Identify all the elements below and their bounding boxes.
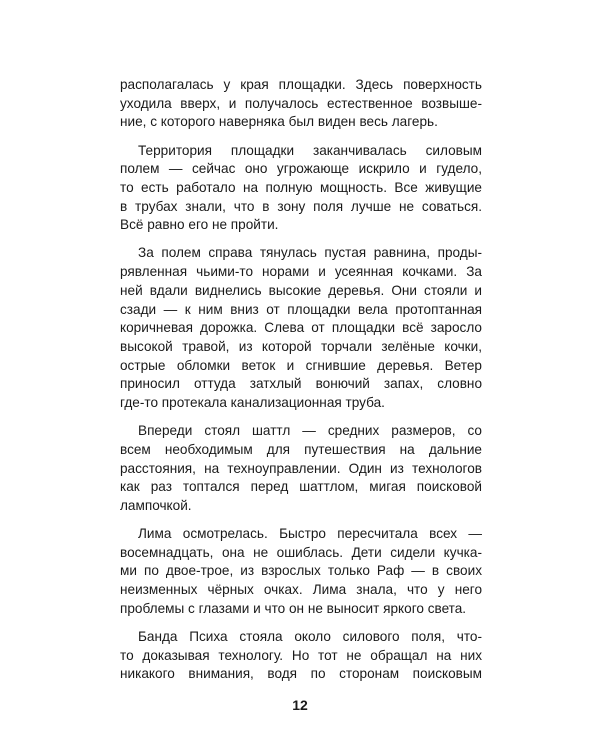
text-line: располагалась у края площадки. Здесь поверхность (120, 77, 482, 92)
paragraph (120, 628, 482, 684)
text-line: Территория площадки заканчивалась силовым (138, 142, 482, 158)
text-line: Впереди стоял шаттл — средних размеров, со (138, 423, 482, 439)
text-line: расстояния, на техноуправлении. Один из технологов (120, 460, 482, 476)
text-line: ние, с которого наверняка был виден весь лагерь. (120, 114, 438, 130)
text-line: острые обломки веток и сгнившие деревья. Ветер (120, 357, 482, 373)
text-line: коричневая дорожка. Слева от площадки всё заросло (120, 320, 482, 336)
text-line: Лима осмотрелась. Быстро пересчитала всех — (138, 526, 482, 542)
text-line: как раз топтался перед шаттлом, мигая поисковой (120, 479, 482, 495)
page-number: 12 (292, 697, 308, 713)
text-line: всем необходимым для путешествия на дальние (120, 441, 482, 457)
text-line: где-то протекала канализационная труба. (120, 395, 385, 411)
text-line: полем — сейчас оно угрожающе искрило и гудело, (120, 161, 482, 177)
text-line: рявленная чьими-то норами и усеянная кочками. За (120, 264, 482, 280)
text-line: то есть работало на полную мощность. Все живущие (120, 179, 482, 195)
text-line: уходила вверх, и получалось естественное возвыше- (120, 95, 482, 111)
body-text (120, 76, 482, 693)
text-line: ми по двое-трое, из взрослых только Раф — в своих (120, 563, 482, 579)
text-line: никакого внимания, водя по сторонам поисковым (120, 666, 482, 682)
text-line: восемнадцать, она не ошиблась. Дети сидели кучка- (120, 544, 482, 560)
paragraph (120, 525, 482, 619)
paragraph (120, 422, 482, 516)
paragraph (120, 76, 482, 132)
text-line: то доказывая технологу. Но тот не обращал на них (120, 647, 482, 663)
text-line: неизменных чёрных очках. Лима знала, что у него (120, 582, 482, 598)
text-line: Банда Психа стояла около силового поля, что- (138, 628, 482, 644)
text-line: высокой травой, из которой торчали зелёные кочки, (120, 338, 482, 354)
paragraph (120, 244, 482, 412)
text-line: За полем справа тянулась пустая равнина, проды- (138, 245, 482, 261)
text-line: проблемы с глазами и что он не выносит яркого света. (120, 600, 467, 616)
text-line: ней вдали виднелись высокие деревья. Они стояли и (120, 282, 482, 298)
text-line: сзади — к ним вниз от площадки вела протоптанная (120, 301, 482, 317)
paragraph (120, 142, 482, 236)
text-line: Всё равно его не пройти. (120, 217, 279, 233)
text-line: приносил оттуда затхлый вонючий запах, словно (120, 376, 482, 392)
text-line: в трубах знали, что в зону поля лучше не соваться. (120, 198, 482, 214)
text-line: лампочкой. (120, 497, 192, 513)
